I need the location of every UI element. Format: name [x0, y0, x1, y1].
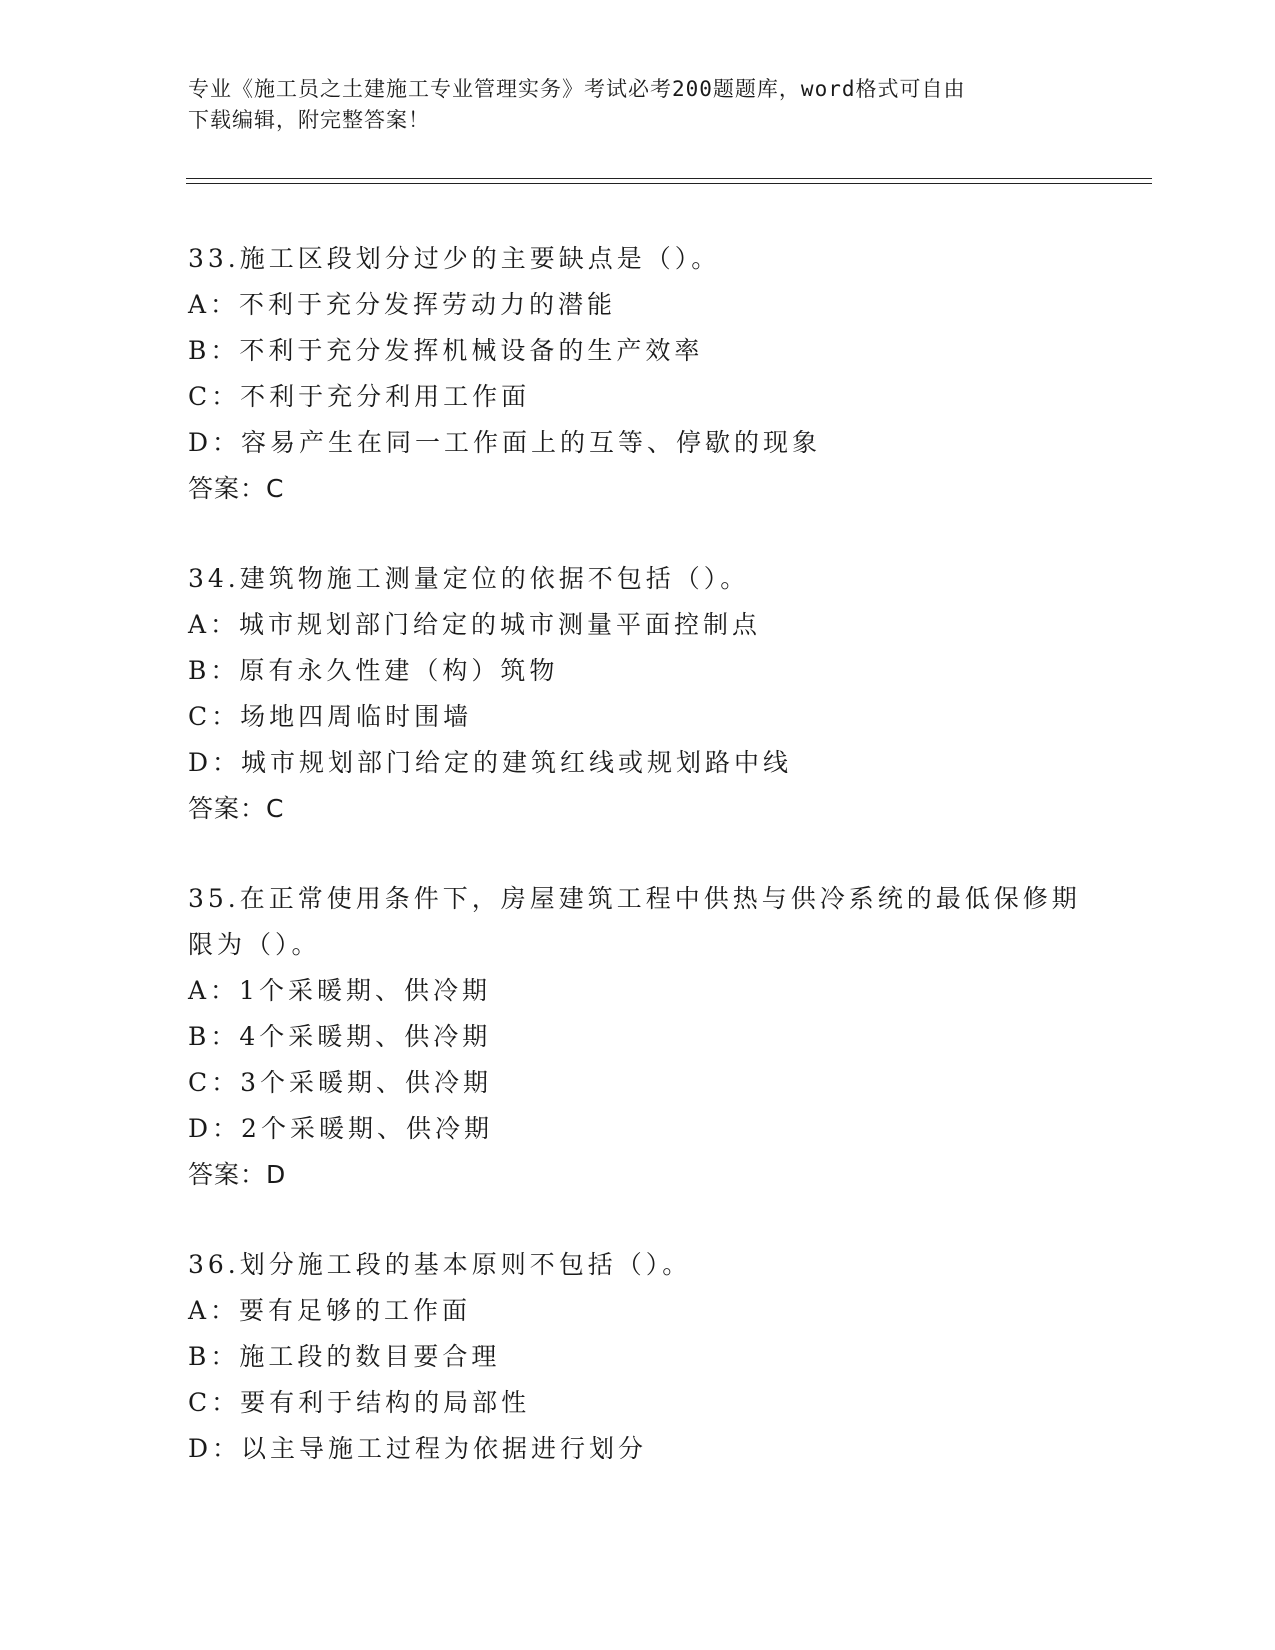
option-b: B：施工段的数目要合理 [188, 1342, 501, 1371]
question-36 [188, 1242, 1088, 1472]
option-a: A：不利于充分发挥劳动力的潜能 [188, 290, 617, 319]
option-c: C：3个采暖期、供冷期 [188, 1068, 493, 1097]
header-divider-top [186, 178, 1152, 179]
option-b: B：原有永久性建（构）筑物 [188, 656, 559, 685]
option-c: C：不利于充分利用工作面 [188, 382, 531, 411]
header-divider-bottom [186, 183, 1152, 184]
question-35 [188, 876, 1088, 1198]
question-stem: 34.建筑物施工测量定位的依据不包括（）。 [188, 564, 750, 593]
question-stem: 33.施工区段划分过少的主要缺点是（）。 [188, 244, 721, 273]
header-line-2: 下载编辑，附完整答案！ [188, 108, 430, 132]
option-d: D：2个采暖期、供冷期 [188, 1114, 493, 1143]
option-d: D：城市规划部门给定的建筑红线或规划路中线 [188, 748, 793, 777]
question-33 [188, 236, 1088, 512]
document-header [188, 74, 1088, 136]
question-stem-line-1: 35.在正常使用条件下，房屋建筑工程中供热与供冷系统的最低保修期 [188, 884, 1081, 913]
option-a: A：要有足够的工作面 [188, 1296, 472, 1325]
option-d: D：以主导施工过程为依据进行划分 [188, 1434, 648, 1463]
question-34 [188, 556, 1088, 832]
option-a: A：城市规划部门给定的城市测量平面控制点 [188, 610, 762, 639]
option-c: C：场地四周临时围墙 [188, 702, 473, 731]
answer-label: 答案：C [188, 794, 285, 823]
option-a: A：1个采暖期、供冷期 [188, 976, 491, 1005]
option-c: C：要有利于结构的局部性 [188, 1388, 531, 1417]
answer-label: 答案：C [188, 474, 285, 503]
option-b: B：4个采暖期、供冷期 [188, 1022, 492, 1051]
question-stem: 36.划分施工段的基本原则不包括（）。 [188, 1250, 692, 1279]
option-b: B：不利于充分发挥机械设备的生产效率 [188, 336, 704, 365]
question-stem-line-2: 限为（）。 [188, 930, 321, 959]
header-line-1: 专业《施工员之土建施工专业管理实务》考试必考200题题库，word格式可自由 [188, 77, 966, 101]
answer-label: 答案：D [188, 1160, 287, 1189]
option-d: D：容易产生在同一工作面上的互等、停歇的现象 [188, 428, 822, 457]
